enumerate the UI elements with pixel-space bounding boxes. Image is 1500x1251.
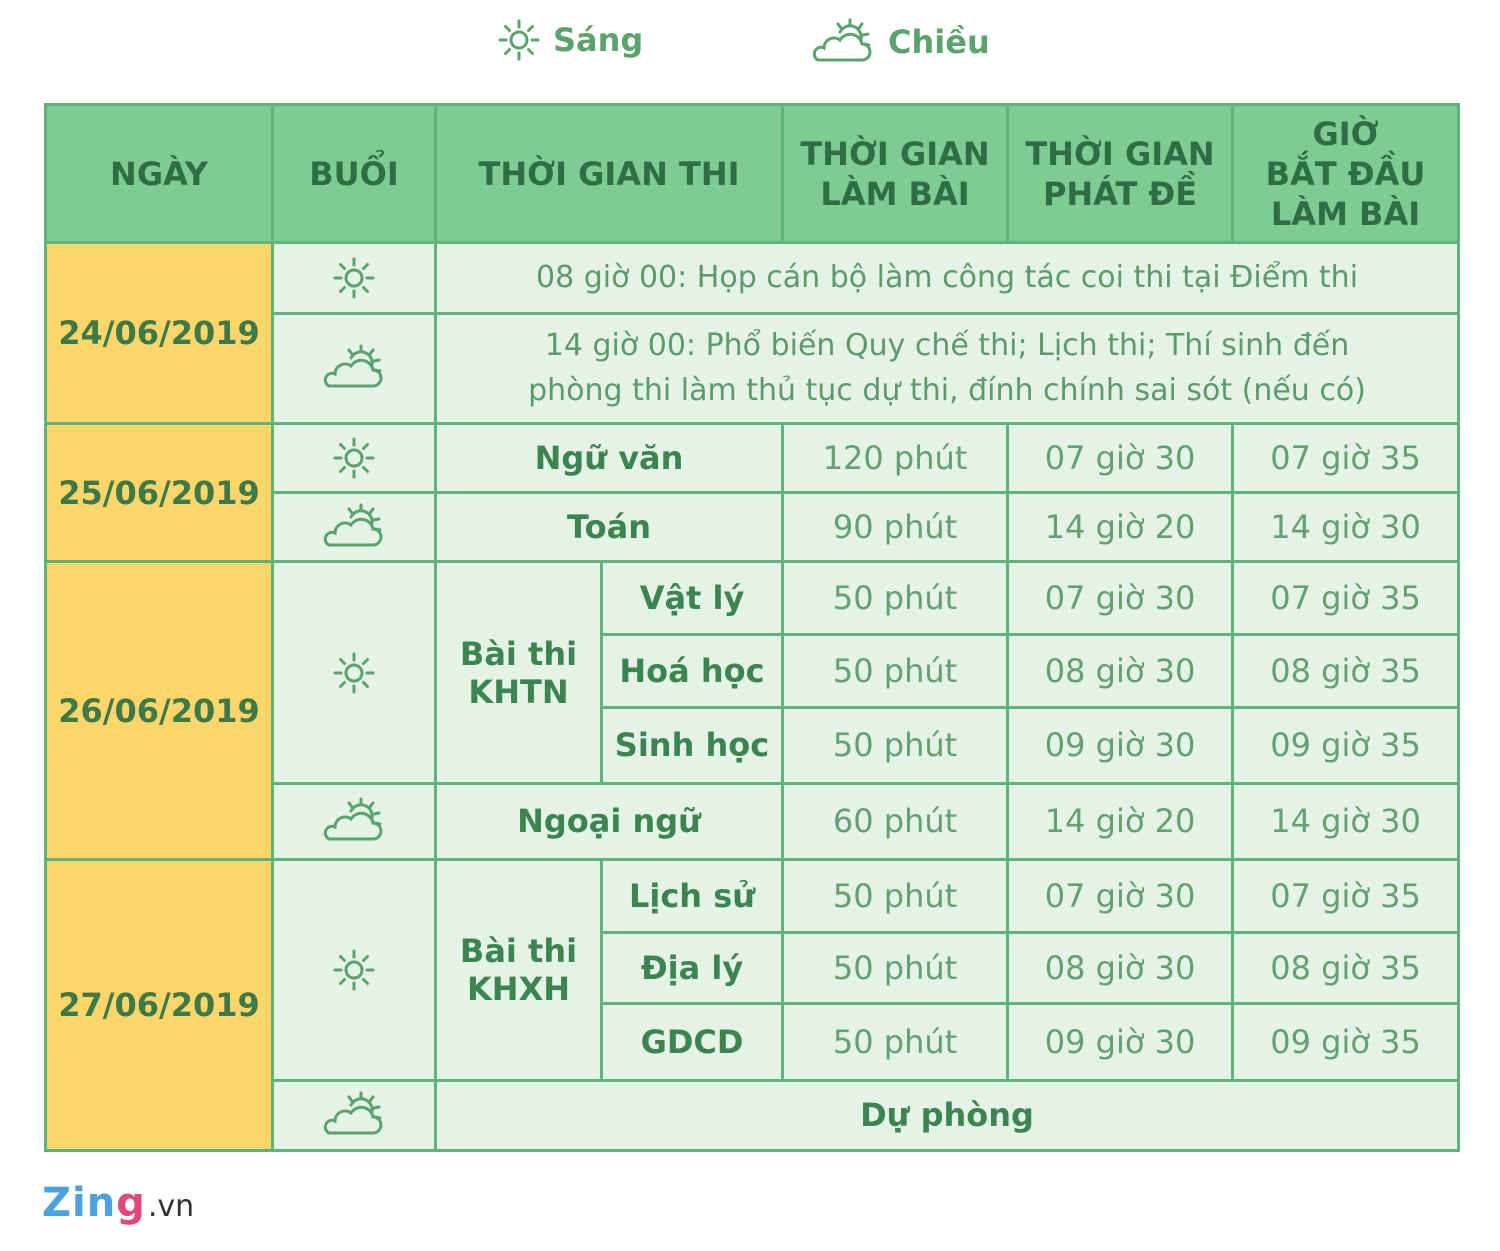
legend-morning-label: Sáng	[553, 21, 644, 59]
subject-cell: Vật lý	[602, 562, 783, 635]
session-afternoon	[273, 313, 436, 423]
distribution-cell: 08 giờ 30	[1008, 933, 1233, 1004]
table-row	[46, 860, 1459, 933]
header-row	[46, 105, 1459, 243]
legend-afternoon	[810, 18, 990, 66]
session-afternoon	[273, 1080, 436, 1150]
header-distribution: THỜI GIAN PHÁT ĐỀ	[1008, 105, 1233, 243]
duration-cell: 120 phút	[783, 423, 1008, 492]
reserve-cell: Dự phòng	[436, 1080, 1459, 1150]
duration-cell: 90 phút	[783, 493, 1008, 562]
header-start: GIỜ BẮT ĐẦU LÀM BÀI	[1233, 105, 1459, 243]
group-cell-khtn: Bài thi KHTN	[436, 562, 602, 784]
brand-name: Zin	[42, 1180, 117, 1226]
duration-cell: 50 phút	[783, 562, 1008, 635]
header-session: BUỔI	[273, 105, 436, 243]
duration-cell: 50 phút	[783, 635, 1008, 707]
subject-cell: Toán	[436, 493, 783, 562]
brand-name-g: g	[116, 1180, 146, 1226]
legend-morning	[497, 18, 643, 62]
brand-logo[interactable]	[42, 1180, 194, 1226]
legend-afternoon-label: Chiều	[888, 23, 990, 61]
group-cell-khxh: Bài thi KHXH	[436, 860, 602, 1081]
subject-cell: Lịch sử	[602, 860, 783, 933]
start-cell: 14 giờ 30	[1233, 493, 1459, 562]
table-row	[46, 562, 1459, 635]
session-afternoon	[273, 783, 436, 859]
note-cell: 14 giờ 00: Phổ biến Quy chế thi; Lịch thi; Thí sinh đến phòng thi làm thủ tục dự thi, đính chính sai sót (nếu có)	[436, 313, 1459, 423]
distribution-cell: 14 giờ 20	[1008, 493, 1233, 562]
session-morning	[273, 562, 436, 784]
sun-icon	[332, 436, 376, 480]
header-duration: THỜI GIAN LÀM BÀI	[783, 105, 1008, 243]
subject-cell: Hoá học	[602, 635, 783, 707]
sun-cloud-icon	[321, 503, 387, 551]
session-morning	[273, 423, 436, 492]
subject-cell: Sinh học	[602, 707, 783, 783]
sun-cloud-icon	[810, 18, 876, 66]
subject-cell: Địa lý	[602, 933, 783, 1004]
duration-cell: 50 phút	[783, 933, 1008, 1004]
brand-domain: .vn	[147, 1189, 195, 1224]
sun-cloud-icon	[321, 1091, 387, 1139]
distribution-cell: 08 giờ 30	[1008, 635, 1233, 707]
subject-cell: GDCD	[602, 1004, 783, 1080]
distribution-cell: 14 giờ 20	[1008, 783, 1233, 859]
header-date: NGÀY	[46, 105, 273, 243]
distribution-cell: 09 giờ 30	[1008, 1004, 1233, 1080]
start-cell: 09 giờ 35	[1233, 707, 1459, 783]
session-morning	[273, 243, 436, 313]
date-cell: 25/06/2019	[46, 423, 273, 561]
sun-icon	[332, 651, 376, 695]
sun-icon	[497, 18, 541, 62]
duration-cell: 50 phút	[783, 860, 1008, 933]
sun-icon	[332, 256, 376, 300]
start-cell: 08 giờ 35	[1233, 933, 1459, 1004]
distribution-cell: 07 giờ 30	[1008, 562, 1233, 635]
start-cell: 09 giờ 35	[1233, 1004, 1459, 1080]
sun-icon	[332, 948, 376, 992]
date-cell: 27/06/2019	[46, 860, 273, 1151]
distribution-cell: 07 giờ 30	[1008, 423, 1233, 492]
duration-cell: 50 phút	[783, 1004, 1008, 1080]
note-cell: 08 giờ 00: Họp cán bộ làm công tác coi thi tại Điểm thi	[436, 243, 1459, 313]
start-cell: 08 giờ 35	[1233, 635, 1459, 707]
sun-cloud-icon	[321, 344, 387, 392]
start-cell: 07 giờ 35	[1233, 860, 1459, 933]
start-cell: 14 giờ 30	[1233, 783, 1459, 859]
table-row	[46, 423, 1459, 492]
start-cell: 07 giờ 35	[1233, 562, 1459, 635]
subject-cell: Ngoại ngữ	[436, 783, 783, 859]
legend	[0, 18, 1500, 74]
header-exam-time: THỜI GIAN THI	[436, 105, 783, 243]
table-row	[46, 243, 1459, 313]
duration-cell: 60 phút	[783, 783, 1008, 859]
distribution-cell: 09 giờ 30	[1008, 707, 1233, 783]
distribution-cell: 07 giờ 30	[1008, 860, 1233, 933]
subject-cell: Ngữ văn	[436, 423, 783, 492]
session-afternoon	[273, 493, 436, 562]
session-morning	[273, 860, 436, 1081]
start-cell: 07 giờ 35	[1233, 423, 1459, 492]
date-cell: 24/06/2019	[46, 243, 273, 424]
exam-schedule-table	[44, 103, 1460, 1152]
date-cell: 26/06/2019	[46, 562, 273, 860]
sun-cloud-icon	[321, 797, 387, 845]
duration-cell: 50 phút	[783, 707, 1008, 783]
